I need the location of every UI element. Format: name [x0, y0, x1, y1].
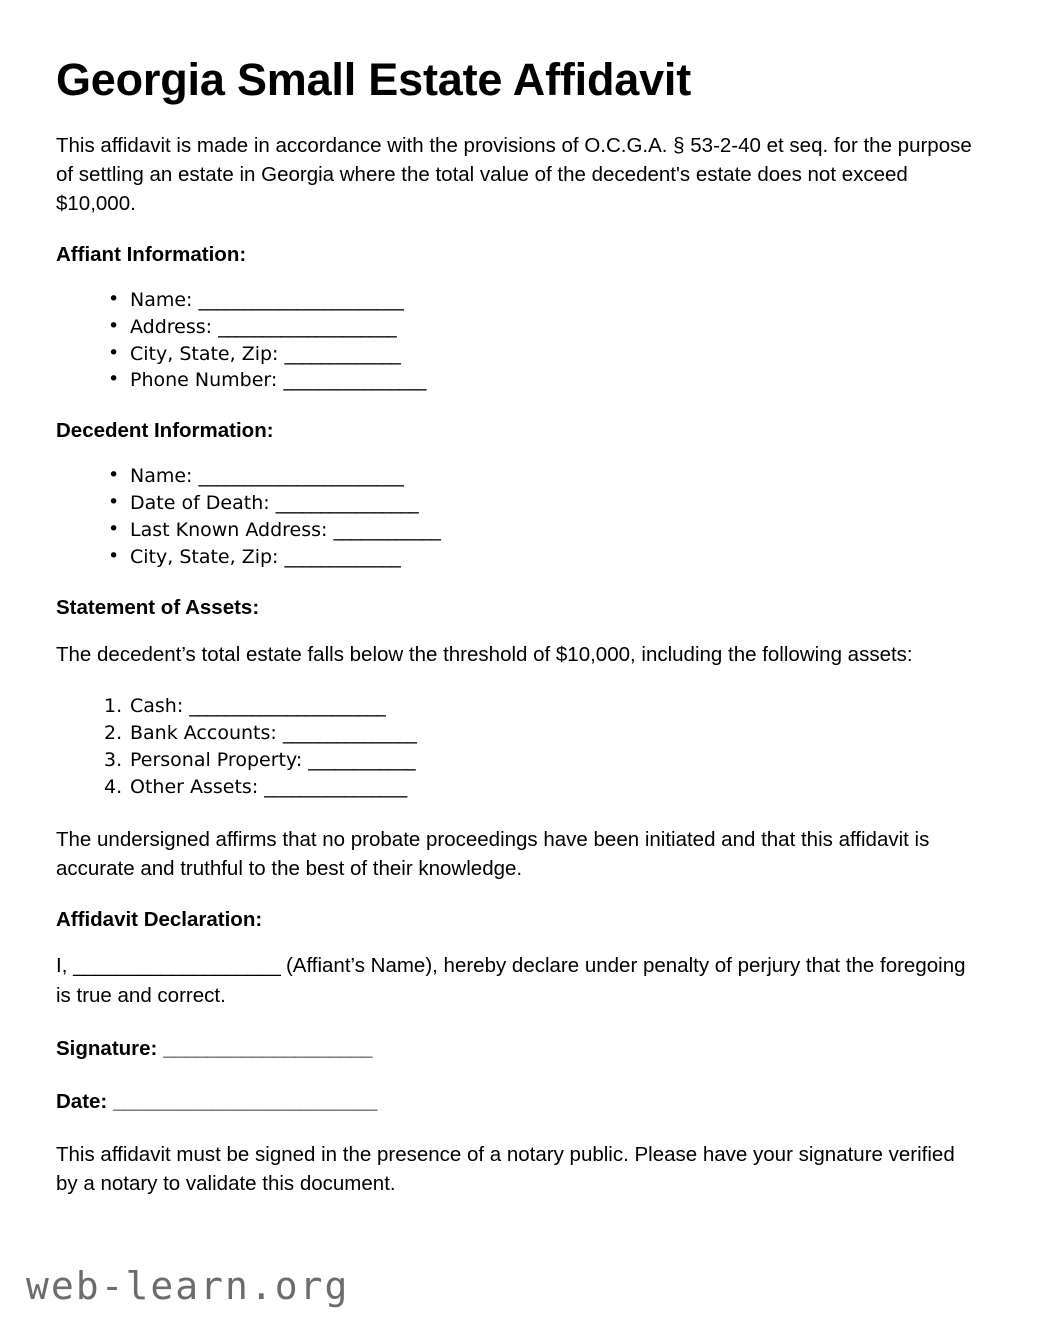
notary-notice-paragraph: This affidavit must be signed in the presence of a notary public. Please have your signature verified by a notary to validate this document. [56, 1142, 955, 1195]
field-label: Name: [130, 465, 193, 488]
declaration-blank[interactable]: ___________________ [73, 954, 281, 978]
decedent-information-list [56, 463, 981, 571]
field-blank[interactable]: _______________________ [198, 288, 404, 311]
field-blank[interactable]: ______________________ [189, 694, 386, 717]
list-item [104, 463, 981, 490]
document-content [56, 56, 981, 1222]
date-line [56, 1087, 981, 1116]
field-label: Bank Accounts: [130, 721, 277, 744]
field-label: Cash: [130, 694, 184, 717]
affiant-information-heading: Affiant Information: [56, 242, 247, 266]
list-item [104, 287, 981, 314]
field-blank[interactable]: ________________ [283, 369, 426, 392]
site-watermark: web-learn.org [26, 1264, 350, 1308]
field-label: Address: [130, 315, 213, 338]
field-blank[interactable]: ________________ [264, 775, 407, 798]
field-label: City, State, Zip: [130, 545, 279, 568]
field-blank[interactable]: _______________________ [198, 465, 404, 488]
decedent-information-heading: Decedent Information: [56, 419, 274, 443]
field-blank[interactable]: ________________ [275, 492, 419, 515]
affiant-information-list [56, 287, 981, 395]
list-item [104, 747, 981, 774]
signature-label: Signature: [56, 1036, 158, 1060]
list-item [104, 693, 981, 720]
declaration-text-after: (Affiant’s Name), hereby declare under penalty of perjury that the foregoing is true and correct. [56, 954, 966, 1007]
list-item [104, 544, 981, 571]
assets-intro-paragraph: The decedent’s total estate falls below the threshold of $10,000, including the following assets: [56, 642, 913, 666]
field-blank[interactable]: ____________ [308, 748, 416, 771]
field-label: Last Known Address: [130, 519, 328, 542]
field-blank[interactable]: _______________ [282, 721, 417, 744]
affirmation-paragraph: The undersigned affirms that no probate proceedings have been initiated and that this affidavit is accurate and truthful to the best of their knowledge. [56, 827, 930, 880]
declaration-text-before: I, [56, 954, 68, 978]
field-label: Other Assets: [130, 775, 259, 798]
declaration-paragraph [56, 951, 981, 1009]
list-item [104, 314, 981, 341]
field-blank[interactable]: ____________________ [218, 315, 397, 338]
field-label: Phone Number: [130, 369, 278, 392]
field-label: City, State, Zip: [130, 342, 279, 365]
field-blank[interactable]: _____________ [284, 342, 401, 365]
list-item [104, 367, 981, 394]
field-label: Name: [130, 288, 193, 311]
page-title: Georgia Small Estate Affidavit [56, 54, 692, 105]
field-blank[interactable]: ____________ [333, 519, 441, 542]
list-item [104, 720, 981, 747]
assets-list [56, 693, 981, 801]
list-item [104, 774, 981, 801]
field-label: Date of Death: [130, 492, 270, 515]
list-item [104, 517, 981, 544]
list-item [104, 341, 981, 368]
field-label: Personal Property: [130, 748, 303, 771]
date-label: Date: [56, 1089, 108, 1113]
list-item [104, 490, 981, 517]
affidavit-declaration-heading: Affidavit Declaration: [56, 907, 263, 931]
field-blank[interactable]: _____________ [284, 545, 401, 568]
statement-of-assets-heading: Statement of Assets: [56, 595, 260, 619]
signature-line [56, 1034, 981, 1063]
intro-paragraph: This affidavit is made in accordance with the provisions of O.C.G.A. § 53-2-40 et seq. for the purpose of settling an estate in Georgia where the total value of the decedent's estate does not exceed $10,000. [56, 133, 972, 215]
signature-blank[interactable]: ___________________ [163, 1036, 373, 1060]
date-blank[interactable]: ________________________ [112, 1089, 377, 1113]
